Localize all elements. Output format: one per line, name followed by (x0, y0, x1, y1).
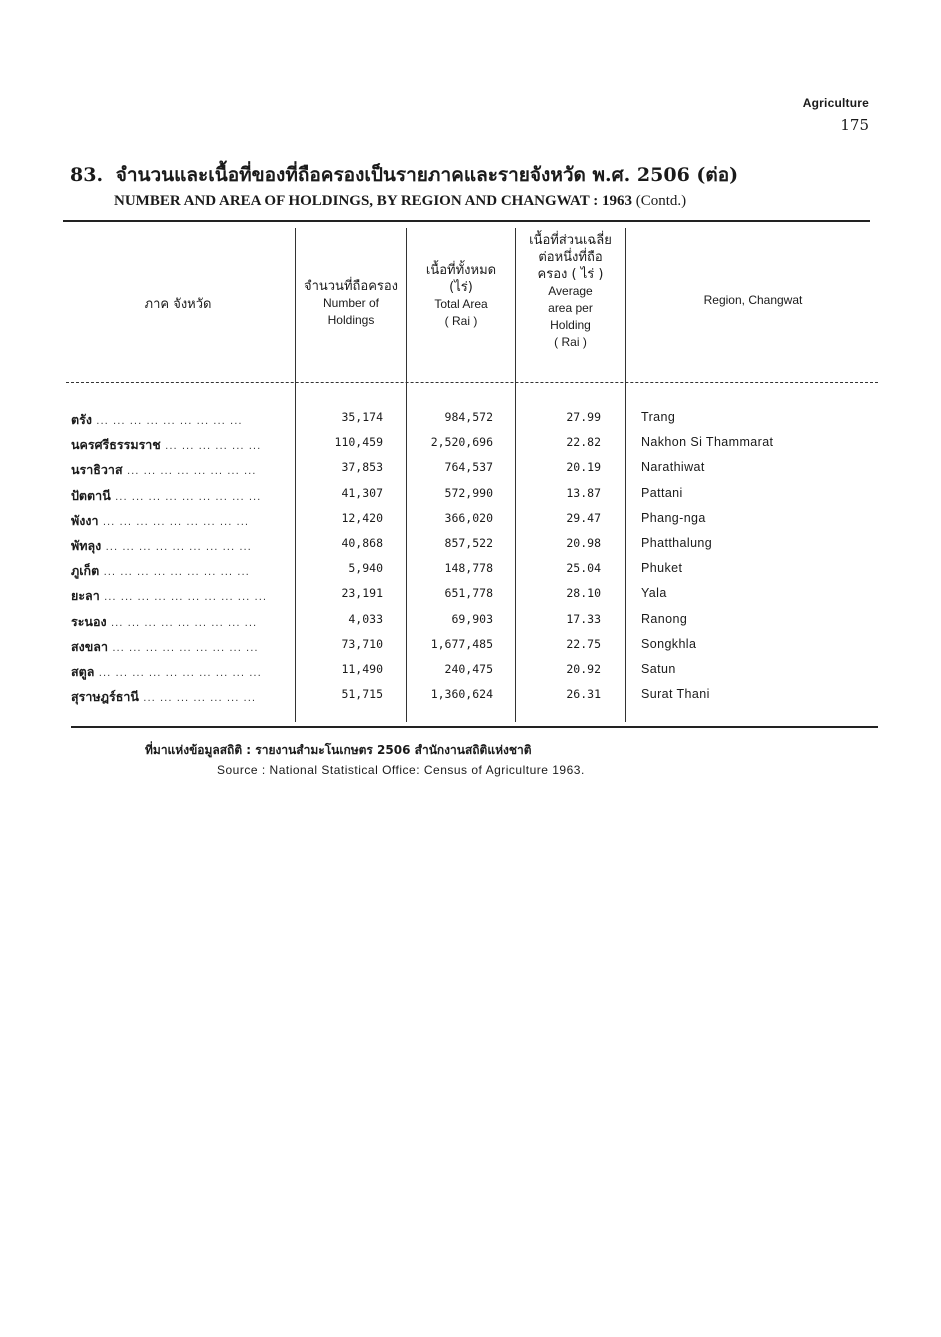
source-thai: ที่มาแห่งข้อมูลสถิติ : รายงานสำมะโนเกษตร 2506 สำนักงานสถิติแห่งชาติ (145, 743, 532, 757)
average-area-value: 20.19 (566, 460, 601, 475)
changwat-thai (71, 486, 291, 506)
holdings-table (63, 220, 878, 730)
total-area-value: 857,522 (444, 536, 493, 550)
changwat-thai-name: พังงา (71, 512, 99, 528)
holdings-value: 35,174 (341, 410, 383, 424)
changwat-thai-name: ปัตตานี (71, 487, 111, 503)
changwat-english: Songkhla (641, 636, 697, 651)
page-header (803, 96, 869, 134)
leader-dots: ... ... ... ... ... ... ... ... ... ... (98, 668, 262, 679)
table-row (63, 662, 878, 687)
average-area-value: 22.82 (566, 435, 601, 450)
table-number: 83. (70, 164, 104, 186)
table-row (63, 486, 878, 511)
holdings-value: 23,191 (341, 586, 383, 601)
section-label: Agriculture (802, 96, 869, 110)
leader-dots: ... ... ... ... ... ... ... ... ... (112, 642, 259, 654)
changwat-english: Nakhon Si Thammarat (641, 435, 774, 450)
total-area-value: 366,020 (444, 510, 493, 525)
changwat-thai-name: ตรัง (71, 412, 92, 427)
changwat-english: Satun (641, 662, 676, 676)
leader-dots: ... ... ... ... ... ... ... ... ... (110, 617, 258, 629)
average-area-value: 28.10 (566, 586, 601, 601)
holdings-value: 40,868 (341, 536, 383, 550)
changwat-thai (71, 410, 291, 430)
table-row (63, 586, 878, 611)
changwat-english: Yala (641, 586, 667, 601)
total-area-value: 651,778 (444, 586, 493, 601)
changwat-thai-name: สตูล (71, 664, 95, 679)
leader-dots: ... ... ... ... ... ... ... ... (126, 466, 257, 478)
table-row (63, 637, 878, 662)
leader-dots: ... ... ... ... ... ... ... ... ... (102, 516, 250, 528)
changwat-thai-name: พัทลุง (71, 538, 102, 553)
changwat-english: Pattani (641, 485, 683, 500)
table-row (63, 460, 878, 485)
changwat-thai (71, 586, 291, 606)
average-area-value: 29.47 (566, 510, 601, 525)
average-area-value: 20.92 (566, 662, 601, 676)
changwat-thai-name: สุราษฎร์ธานี (71, 689, 139, 705)
total-area-value: 1,360,624 (430, 687, 493, 702)
header-total-area: เนื้อที่ทั้งหมด (ไร่) Total Area ( Rai ) (425, 263, 497, 328)
average-area-value: 25.04 (566, 561, 601, 576)
table-row (63, 435, 878, 460)
changwat-english: Narathiwat (641, 460, 705, 475)
changwat-thai (71, 687, 291, 707)
leader-dots: ... ... ... ... ... ... ... ... ... (105, 542, 252, 553)
changwat-thai-name: นราธิวาส (71, 462, 123, 478)
table-row (63, 561, 878, 586)
leader-dots: ... ... ... ... ... ... ... (143, 693, 257, 705)
title-contd: (Contd.) (635, 193, 687, 209)
changwat-english: Trang (641, 410, 676, 424)
average-area-value: 26.31 (566, 687, 601, 702)
holdings-value: 4,033 (348, 611, 383, 626)
total-area-value: 572,990 (444, 485, 493, 500)
changwat-thai (71, 511, 291, 531)
changwat-english: Phuket (641, 561, 683, 576)
table-row (63, 612, 878, 637)
title-english (114, 193, 870, 210)
changwat-thai (71, 460, 291, 480)
changwat-english: Phatthalung (641, 536, 713, 550)
changwat-english: Phang-nga (641, 510, 706, 525)
total-area-value: 148,778 (444, 561, 493, 576)
holdings-value: 5,940 (348, 561, 383, 576)
average-area-value: 13.87 (566, 485, 601, 500)
changwat-thai-name: สงขลา (71, 638, 108, 654)
changwat-english: Surat Thani (641, 687, 710, 702)
header-separator (66, 382, 878, 383)
header-region-thai: ภาค จังหวัด (144, 297, 212, 312)
table-row (63, 410, 878, 435)
changwat-thai (71, 662, 291, 682)
title-thai-text: จำนวนและเนื้อที่ของที่ถือครองเป็นรายภาคและรายจังหวัด พ.ศ. 2506 (ต่อ) (115, 164, 739, 186)
changwat-thai-name: ยะลา (71, 588, 100, 604)
header-holdings: จำนวนที่ถือครอง Number of Holdings (303, 279, 399, 327)
header-average-area: เนื้อที่ส่วนเฉลี่ย ต่อหนึ่งที่ถือ ครอง ( ไร่ ) Average area per Holding ( Rai ) (529, 233, 612, 349)
changwat-thai-name: นครศรีธรรมราช (71, 437, 161, 453)
total-area-value: 69,903 (451, 611, 493, 626)
holdings-value: 41,307 (341, 485, 383, 500)
total-area-value: 764,537 (444, 460, 493, 475)
leader-dots: ... ... ... ... ... ... ... ... ... (96, 416, 243, 427)
average-area-value: 22.75 (566, 636, 601, 651)
holdings-value: 11,490 (341, 662, 383, 676)
total-area-value: 984,572 (444, 410, 493, 424)
average-area-value: 17.33 (566, 611, 601, 626)
header-region-english: Region, Changwat (703, 293, 803, 307)
leader-dots: ... ... ... ... ... ... ... ... ... (115, 491, 262, 503)
average-area-value: 27.99 (566, 410, 601, 424)
title-english-text: NUMBER AND AREA OF HOLDINGS, BY REGION AND CHANGWAT : 1963 (114, 193, 632, 209)
source-english: Source : National Statistical Office: Census of Agriculture 1963. (217, 763, 585, 777)
table-row (63, 511, 878, 536)
total-area-value: 1,677,485 (430, 636, 493, 651)
changwat-english: Ranong (641, 611, 688, 626)
holdings-value: 37,853 (341, 460, 383, 475)
changwat-thai (71, 435, 291, 455)
changwat-thai-name: ระนอง (71, 613, 107, 629)
table-bottom-rule (71, 726, 878, 728)
holdings-value: 12,420 (341, 510, 383, 525)
holdings-value: 73,710 (341, 636, 383, 651)
title-thai (70, 160, 870, 190)
table-row (63, 687, 878, 712)
page-number: 175 (840, 116, 869, 134)
changwat-thai (71, 612, 291, 632)
changwat-thai (71, 561, 291, 581)
leader-dots: ... ... ... ... ... ... (165, 441, 262, 453)
leader-dots: ... ... ... ... ... ... ... ... ... ... (104, 592, 268, 604)
table-title (70, 160, 870, 210)
table-row (63, 536, 878, 561)
changwat-thai-name: ภูเก็ต (71, 563, 100, 579)
holdings-value: 110,459 (334, 435, 383, 450)
changwat-thai (71, 536, 291, 556)
table-top-rule (63, 220, 870, 222)
total-area-value: 2,520,696 (430, 435, 493, 450)
changwat-thai (71, 637, 291, 657)
total-area-value: 240,475 (444, 662, 493, 676)
source-note (145, 741, 585, 777)
leader-dots: ... ... ... ... ... ... ... ... ... (103, 567, 250, 579)
holdings-value: 51,715 (341, 687, 383, 702)
average-area-value: 20.98 (566, 536, 601, 550)
